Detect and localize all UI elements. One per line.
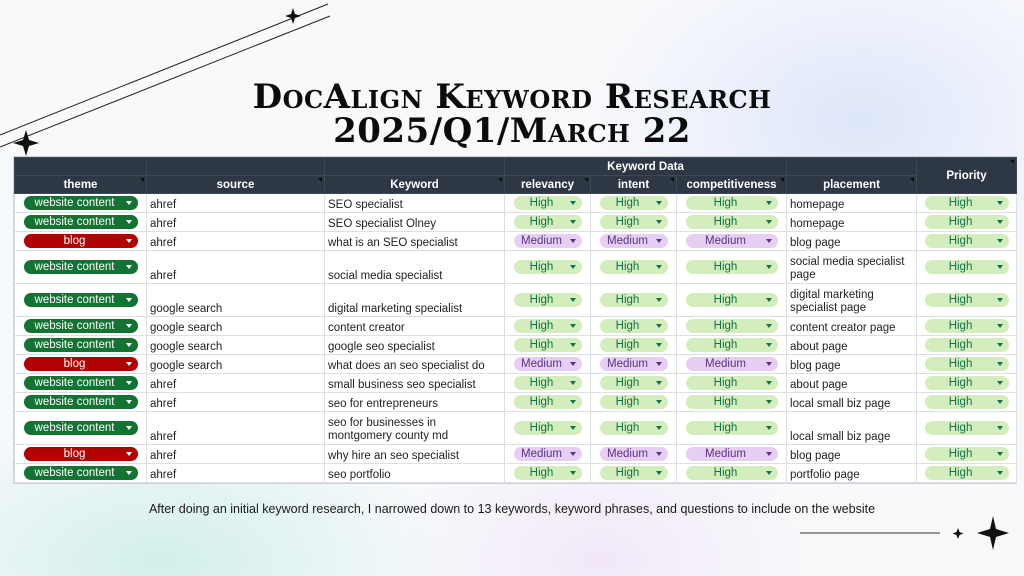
page-title: DocAlign Keyword Research	[252, 77, 772, 117]
source-cell[interactable]: ahref	[147, 251, 325, 284]
intent-dropdown-chip[interactable]: High	[600, 466, 668, 480]
priority-dropdown-chip[interactable]: High	[925, 338, 1009, 352]
source-cell[interactable]: ahref	[147, 464, 325, 483]
intent-dropdown-chip[interactable]: High	[600, 196, 668, 210]
priority-cell[interactable]	[917, 317, 1017, 336]
priority-cell[interactable]	[917, 393, 1017, 412]
relevancy-dropdown-chip[interactable]: Medium	[514, 234, 582, 248]
intent-cell[interactable]	[591, 412, 677, 445]
theme-cell[interactable]	[15, 317, 147, 336]
relevancy-dropdown-chip[interactable]: High	[514, 466, 582, 480]
priority-dropdown-chip[interactable]: High	[925, 447, 1009, 461]
theme-cell[interactable]	[15, 232, 147, 251]
table-row	[15, 213, 1017, 232]
intent-dropdown-chip[interactable]: High	[600, 421, 668, 435]
relevancy-dropdown-chip[interactable]: High	[514, 319, 582, 333]
priority-column-header[interactable]: Priority	[917, 158, 1017, 194]
source-cell[interactable]: ahref	[147, 412, 325, 445]
competitiveness-dropdown-chip[interactable]: High	[686, 215, 778, 229]
keyword-cell[interactable]: seo for businesses in montgomery county md	[325, 412, 505, 445]
relevancy-dropdown-chip[interactable]: High	[514, 421, 582, 435]
relevancy-dropdown-chip[interactable]: High	[514, 395, 582, 409]
source-cell[interactable]: google search	[147, 317, 325, 336]
intent-cell[interactable]	[591, 374, 677, 393]
theme-cell[interactable]	[15, 393, 147, 412]
relevancy-dropdown-chip[interactable]: High	[514, 196, 582, 210]
placement-cell[interactable]: portfolio page	[787, 464, 917, 483]
competitiveness-cell[interactable]	[677, 284, 787, 317]
keyword-cell[interactable]: digital marketing specialist	[325, 284, 505, 317]
relevancy-dropdown-chip[interactable]: Medium	[514, 447, 582, 461]
theme-cell[interactable]	[15, 445, 147, 464]
theme-dropdown-chip[interactable]: website content	[24, 338, 138, 352]
keyword-cell[interactable]: small business seo specialist	[325, 374, 505, 393]
competitiveness-cell[interactable]	[677, 412, 787, 445]
priority-dropdown-chip[interactable]: High	[925, 293, 1009, 307]
intent-dropdown-chip[interactable]: High	[600, 338, 668, 352]
placement-cell[interactable]: blog page	[787, 445, 917, 464]
theme-dropdown-chip[interactable]: website content	[24, 260, 138, 274]
intent-cell[interactable]	[591, 213, 677, 232]
competitiveness-dropdown-chip[interactable]: High	[686, 376, 778, 390]
source-cell[interactable]: ahref	[147, 194, 325, 213]
placement-cell[interactable]: blog page	[787, 355, 917, 374]
table-row	[15, 374, 1017, 393]
relevancy-dropdown-chip[interactable]: High	[514, 338, 582, 352]
keyword-cell[interactable]: seo for entrepreneurs	[325, 393, 505, 412]
relevancy-cell[interactable]	[505, 412, 591, 445]
priority-cell[interactable]	[917, 213, 1017, 232]
relevancy-cell[interactable]	[505, 393, 591, 412]
theme-cell[interactable]	[15, 464, 147, 483]
competitiveness-cell[interactable]	[677, 464, 787, 483]
placement-cell[interactable]: local small biz page	[787, 412, 917, 445]
competitiveness-dropdown-chip[interactable]: High	[686, 196, 778, 210]
keyword-cell[interactable]: SEO specialist Olney	[325, 213, 505, 232]
table-row	[15, 336, 1017, 355]
competitiveness-dropdown-chip[interactable]: Medium	[686, 447, 778, 461]
priority-dropdown-chip[interactable]: High	[925, 319, 1009, 333]
competitiveness-dropdown-chip[interactable]: Medium	[686, 234, 778, 248]
relevancy-cell[interactable]	[505, 464, 591, 483]
keyword-cell[interactable]: content creator	[325, 317, 505, 336]
placement-column-header[interactable]: placement	[787, 176, 917, 194]
theme-dropdown-chip[interactable]: website content	[24, 376, 138, 390]
priority-cell[interactable]	[917, 445, 1017, 464]
relevancy-dropdown-chip[interactable]: High	[514, 260, 582, 274]
competitiveness-cell[interactable]	[677, 213, 787, 232]
caption: After doing an initial keyword research, I narrowed down to 13 keywords, keyword phrases, and questions to include on the website	[148, 502, 876, 516]
competitiveness-dropdown-chip[interactable]: High	[686, 338, 778, 352]
intent-cell[interactable]	[591, 194, 677, 213]
source-cell[interactable]: ahref	[147, 213, 325, 232]
intent-dropdown-chip[interactable]: High	[600, 260, 668, 274]
intent-dropdown-chip[interactable]: High	[600, 215, 668, 229]
keyword-cell[interactable]: why hire an seo specialist	[325, 445, 505, 464]
intent-dropdown-chip[interactable]: Medium	[600, 447, 668, 461]
theme-dropdown-chip[interactable]: blog	[24, 234, 138, 248]
source-cell[interactable]: google search	[147, 355, 325, 374]
keyword-cell[interactable]: what does an seo specialist do	[325, 355, 505, 374]
priority-cell[interactable]	[917, 194, 1017, 213]
intent-cell[interactable]	[591, 355, 677, 374]
theme-dropdown-chip[interactable]: website content	[24, 466, 138, 480]
priority-cell[interactable]	[917, 251, 1017, 284]
theme-dropdown-chip[interactable]: website content	[24, 395, 138, 409]
theme-dropdown-chip[interactable]: blog	[24, 357, 138, 371]
theme-cell[interactable]	[15, 194, 147, 213]
relevancy-cell[interactable]	[505, 336, 591, 355]
relevancy-column-header[interactable]: relevancy	[505, 176, 591, 194]
theme-cell[interactable]	[15, 284, 147, 317]
intent-cell[interactable]	[591, 232, 677, 251]
relevancy-dropdown-chip[interactable]: High	[514, 376, 582, 390]
relevancy-cell[interactable]	[505, 374, 591, 393]
competitiveness-dropdown-chip[interactable]: High	[686, 260, 778, 274]
source-cell[interactable]: ahref	[147, 393, 325, 412]
theme-cell[interactable]	[15, 412, 147, 445]
priority-cell[interactable]	[917, 284, 1017, 317]
placement-cell[interactable]: local small biz page	[787, 393, 917, 412]
source-cell[interactable]: google search	[147, 284, 325, 317]
relevancy-cell[interactable]	[505, 284, 591, 317]
keyword-cell[interactable]: social media specialist	[325, 251, 505, 284]
source-cell[interactable]: ahref	[147, 232, 325, 251]
theme-cell[interactable]	[15, 336, 147, 355]
source-column-header[interactable]: source	[147, 176, 325, 194]
source-cell[interactable]: google search	[147, 336, 325, 355]
keyword-table	[14, 157, 1017, 483]
table-row	[15, 445, 1017, 464]
relevancy-cell[interactable]	[505, 355, 591, 374]
theme-cell[interactable]	[15, 251, 147, 284]
priority-cell[interactable]	[917, 336, 1017, 355]
competitiveness-cell[interactable]	[677, 393, 787, 412]
priority-cell[interactable]	[917, 232, 1017, 251]
keyword-column-header[interactable]: Keyword	[325, 176, 505, 194]
competitiveness-cell[interactable]	[677, 445, 787, 464]
priority-dropdown-chip[interactable]: High	[925, 234, 1009, 248]
intent-cell[interactable]	[591, 393, 677, 412]
theme-column-header[interactable]: theme	[15, 176, 147, 194]
priority-dropdown-chip[interactable]: High	[925, 466, 1009, 480]
competitiveness-dropdown-chip[interactable]: High	[686, 466, 778, 480]
relevancy-dropdown-chip[interactable]: Medium	[514, 357, 582, 371]
keyword-cell[interactable]: google seo specialist	[325, 336, 505, 355]
intent-dropdown-chip[interactable]: High	[600, 293, 668, 307]
sparkle-star-icon	[285, 8, 301, 24]
relevancy-cell[interactable]	[505, 194, 591, 213]
theme-dropdown-chip[interactable]: website content	[24, 215, 138, 229]
competitiveness-dropdown-chip[interactable]: High	[686, 319, 778, 333]
keyword-spreadsheet	[13, 156, 1017, 484]
competitiveness-column-header[interactable]: competitiveness	[677, 176, 787, 194]
page-subtitle: 2025/Q1/March 22	[333, 111, 691, 151]
competitiveness-cell[interactable]	[677, 355, 787, 374]
source-cell[interactable]: ahref	[147, 374, 325, 393]
theme-dropdown-chip[interactable]: website content	[24, 196, 138, 210]
priority-cell[interactable]	[917, 412, 1017, 445]
intent-dropdown-chip[interactable]: Medium	[600, 357, 668, 371]
intent-dropdown-chip[interactable]: High	[600, 319, 668, 333]
placement-cell[interactable]: about page	[787, 336, 917, 355]
table-row	[15, 355, 1017, 374]
placement-cell[interactable]: social media specialist page	[787, 251, 917, 284]
competitiveness-cell[interactable]	[677, 374, 787, 393]
competitiveness-cell[interactable]	[677, 194, 787, 213]
competitiveness-cell[interactable]	[677, 251, 787, 284]
table-row	[15, 284, 1017, 317]
table-row	[15, 194, 1017, 213]
priority-dropdown-chip[interactable]: High	[925, 357, 1009, 371]
theme-dropdown-chip[interactable]: blog	[24, 447, 138, 461]
theme-cell[interactable]	[15, 355, 147, 374]
relevancy-dropdown-chip[interactable]: High	[514, 215, 582, 229]
placement-cell[interactable]: about page	[787, 374, 917, 393]
intent-cell[interactable]	[591, 284, 677, 317]
priority-dropdown-chip[interactable]: High	[925, 421, 1009, 435]
priority-dropdown-chip[interactable]: High	[925, 215, 1009, 229]
table-row	[15, 412, 1017, 445]
intent-cell[interactable]	[591, 464, 677, 483]
intent-cell[interactable]	[591, 445, 677, 464]
priority-cell[interactable]	[917, 355, 1017, 374]
theme-dropdown-chip[interactable]: website content	[24, 421, 138, 435]
relevancy-cell[interactable]	[505, 213, 591, 232]
relevancy-cell[interactable]	[505, 445, 591, 464]
theme-dropdown-chip[interactable]: website content	[24, 319, 138, 333]
keyword-data-group-header: Keyword Data	[505, 158, 787, 176]
header-spacer	[787, 158, 917, 176]
competitiveness-cell[interactable]	[677, 317, 787, 336]
table-row	[15, 464, 1017, 483]
header-spacer	[147, 158, 325, 176]
relevancy-dropdown-chip[interactable]: High	[514, 293, 582, 307]
relevancy-cell[interactable]	[505, 232, 591, 251]
placement-cell[interactable]: content creator page	[787, 317, 917, 336]
priority-dropdown-chip[interactable]: High	[925, 260, 1009, 274]
theme-cell[interactable]	[15, 213, 147, 232]
sparkle-star-icon	[953, 528, 964, 539]
relevancy-cell[interactable]	[505, 317, 591, 336]
priority-dropdown-chip[interactable]: High	[925, 376, 1009, 390]
competitiveness-dropdown-chip[interactable]: High	[686, 421, 778, 435]
priority-cell[interactable]	[917, 464, 1017, 483]
header-spacer	[325, 158, 505, 176]
competitiveness-cell[interactable]	[677, 232, 787, 251]
competitiveness-cell[interactable]	[677, 336, 787, 355]
relevancy-cell[interactable]	[505, 251, 591, 284]
placement-cell[interactable]: digital marketing specialist page	[787, 284, 917, 317]
intent-dropdown-chip[interactable]: Medium	[600, 234, 668, 248]
header-spacer	[15, 158, 147, 176]
keyword-cell[interactable]: seo portfolio	[325, 464, 505, 483]
intent-dropdown-chip[interactable]: High	[600, 395, 668, 409]
keyword-cell[interactable]: SEO specialist	[325, 194, 505, 213]
table-row	[15, 232, 1017, 251]
priority-dropdown-chip[interactable]: High	[925, 196, 1009, 210]
priority-cell[interactable]	[917, 374, 1017, 393]
table-row	[15, 393, 1017, 412]
competitiveness-dropdown-chip[interactable]: High	[686, 293, 778, 307]
placement-cell[interactable]: homepage	[787, 194, 917, 213]
competitiveness-dropdown-chip[interactable]: High	[686, 395, 778, 409]
placement-cell[interactable]: homepage	[787, 213, 917, 232]
source-cell[interactable]: ahref	[147, 445, 325, 464]
keyword-cell[interactable]: what is an SEO specialist	[325, 232, 505, 251]
priority-dropdown-chip[interactable]: High	[925, 395, 1009, 409]
theme-dropdown-chip[interactable]: website content	[24, 293, 138, 307]
intent-cell[interactable]	[591, 317, 677, 336]
theme-cell[interactable]	[15, 374, 147, 393]
competitiveness-dropdown-chip[interactable]: Medium	[686, 357, 778, 371]
table-row	[15, 317, 1017, 336]
intent-cell[interactable]	[591, 336, 677, 355]
placement-cell[interactable]: blog page	[787, 232, 917, 251]
intent-column-header[interactable]: intent	[591, 176, 677, 194]
intent-cell[interactable]	[591, 251, 677, 284]
intent-dropdown-chip[interactable]: High	[600, 376, 668, 390]
table-row	[15, 251, 1017, 284]
sparkle-star-icon	[977, 516, 1009, 550]
